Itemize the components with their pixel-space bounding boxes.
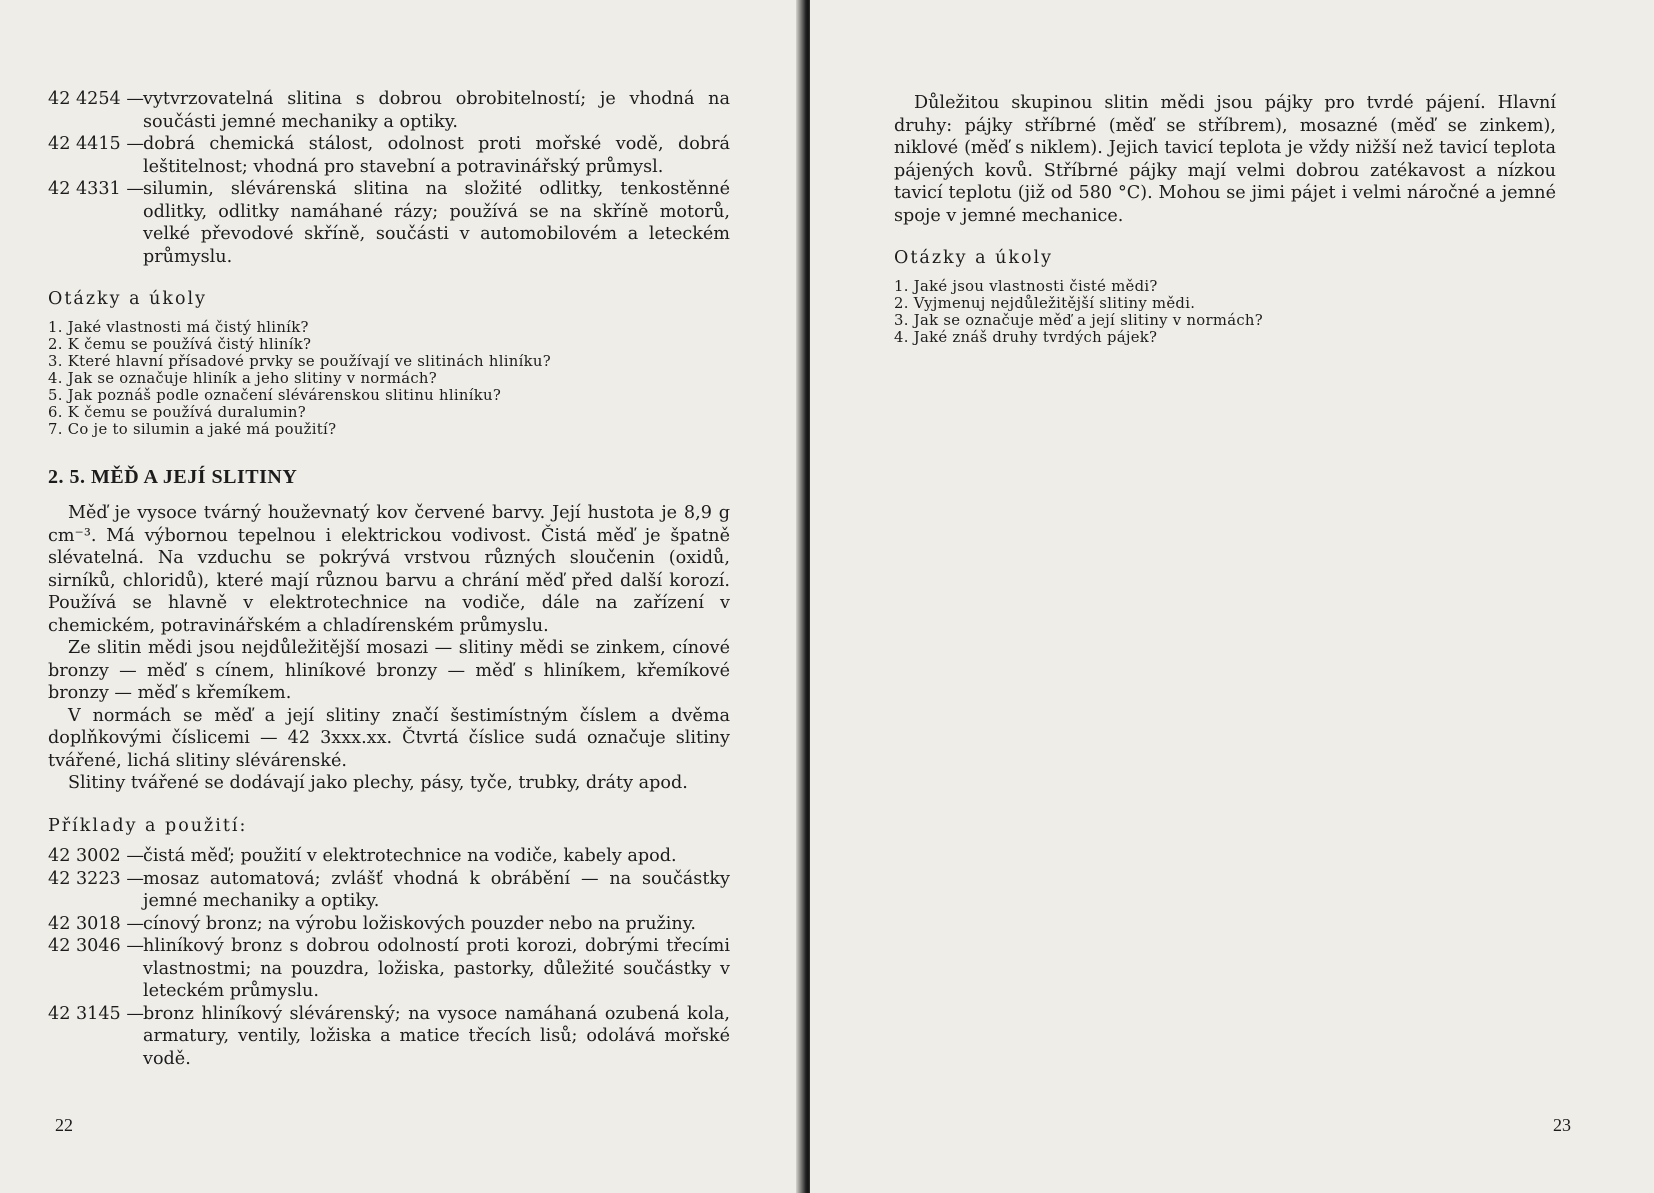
page-number: 22 — [55, 1115, 73, 1135]
question-item: 3. Jak se označuje měď a její slitiny v normách? — [894, 311, 1263, 329]
right-page — [810, 0, 1654, 1193]
alloy-entry: 42 4254 — vytvrzovatelná slitina s dobrou obrobitelností; je vhodná na součásti jemné mechaniky a optiky. — [48, 89, 730, 132]
question-item: 1. Jaké vlastnosti má čistý hliník? — [48, 318, 309, 336]
example-entry: 42 3046 — hliníkový bronz s dobrou odolností proti korozi, dobrými třecími vlastnostmi; na pouzdra, ložiska, pastorky, důležité součástky v leteckém průmyslu. — [48, 936, 730, 1001]
left-page — [0, 0, 803, 1193]
body-paragraph: V normách se měď a její slitiny značí šestimístným číslem a dvěma doplňkovými číslicemi — 42 3xxx.xx. Čtvrtá číslice sudá označuje slitiny tvářené, lichá slitiny slévárenské. — [48, 705, 730, 771]
page-number: 23 — [1553, 1115, 1571, 1135]
body-paragraph: Měď je vysoce tvárný houževnatý kov červené barvy. Její hustota je 8,9 g cm⁻³. Má výbornou tepelnou i elektrickou vodivost. Čistá měď je špatně slévatelná. Na vzduchu se pokrývá vrstvou různých sloučenin (oxidů, sirníků, chloridů), které mají různou barvu a chrání měď před další korozí. Používá se hlavně v elektrotechnice na vodiče, dále na zařízení v chemickém, potravinářském a chladírenském průmyslu. — [48, 503, 730, 636]
question-item: 7. Co je to silumin a jaké má použití? — [48, 420, 337, 438]
chapter-title: 2. 5. MĚĎ A JEJÍ SLITINY — [48, 465, 298, 488]
question-item: 4. Jaké znáš druhy tvrdých pájek? — [894, 328, 1158, 346]
question-item: 2. K čemu se používá čistý hliník? — [48, 335, 312, 353]
left-column — [48, 88, 730, 1070]
question-item: 1. Jaké jsou vlastnosti čisté mědi? — [894, 277, 1158, 295]
example-entry: 42 3018 — cínový bronz; na výrobu ložiskových pouzder nebo na pružiny. — [48, 913, 696, 934]
question-item: 6. K čemu se používá duralumin? — [48, 403, 306, 421]
questions-heading: Otázky a úkoly — [894, 248, 1053, 268]
right-column — [894, 92, 1556, 346]
example-entry: 42 3002 — čistá měď; použití v elektrotechnice na vodiče, kabely apod. — [48, 846, 677, 866]
alloy-entry: 42 4415 — dobrá chemická stálost, odolnost proti mořské vodě, dobrá leštitelnost; vhodná pro stavební a potravinářský průmysl. — [48, 134, 730, 177]
question-item: 5. Jak poznáš podle označení slévárenskou slitinu hliníku? — [48, 386, 502, 404]
example-entry: 42 3223 — mosaz automatová; zvlášť vhodná k obrábění — na součástky jemné mechaniky a optiky. — [48, 868, 730, 911]
example-entry: 42 3145 — bronz hliníkový slévárenský; na vysoce namáhaná ozubená kola, armatury, ventily, ložiska a matice třecích lisů; odolává mořské vodě. — [48, 1003, 730, 1069]
examples-heading: Příklady a použití: — [48, 815, 248, 836]
body-paragraph: Slitiny tvářené se dodávají jako plechy, pásy, tyče, trubky, dráty apod. — [68, 773, 688, 793]
body-paragraph: Důležitou skupinou slitin mědi jsou pájky pro tvrdé pájení. Hlavní druhy: pájky stříbrné (měď se stříbrem), mosazné (měď se zinkem), niklové (měď s niklem). Jejich tavicí teplota je vždy nižší než tavicí teplota pájených kovů. Stříbrné pájky mají velmi dobrou zatékavost a nízkou tavicí teplotu (již od 580 °C). Mohou se jimi pájet i velmi náročné a jemné spoje v jemné mechanice. — [894, 93, 1556, 226]
question-item: 2. Vyjmenuj nejdůležitější slitiny mědi. — [894, 294, 1196, 312]
question-item: 3. Které hlavní přísadové prvky se používají ve slitinách hliníku? — [48, 352, 551, 370]
body-paragraph: Ze slitin mědi jsou nejdůležitější mosazi — slitiny mědi se zinkem, cínové bronzy — měď s cínem, hliníkové bronzy — měď s hliníkem, křemíkové bronzy — měď s křemíkem. — [48, 638, 730, 703]
question-item: 4. Jak se označuje hliník a jeho slitiny v normách? — [48, 369, 437, 387]
alloy-entry: 42 4331 — silumin, slévárenská slitina na složité odlitky, tenkostěnné odlitky, odlitky namáhané rázy; používá se na skříně motorů, velké převodové skříně, součásti v automobilovém a leteckém průmyslu. — [48, 179, 730, 267]
questions-heading: Otázky a úkoly — [48, 289, 207, 309]
